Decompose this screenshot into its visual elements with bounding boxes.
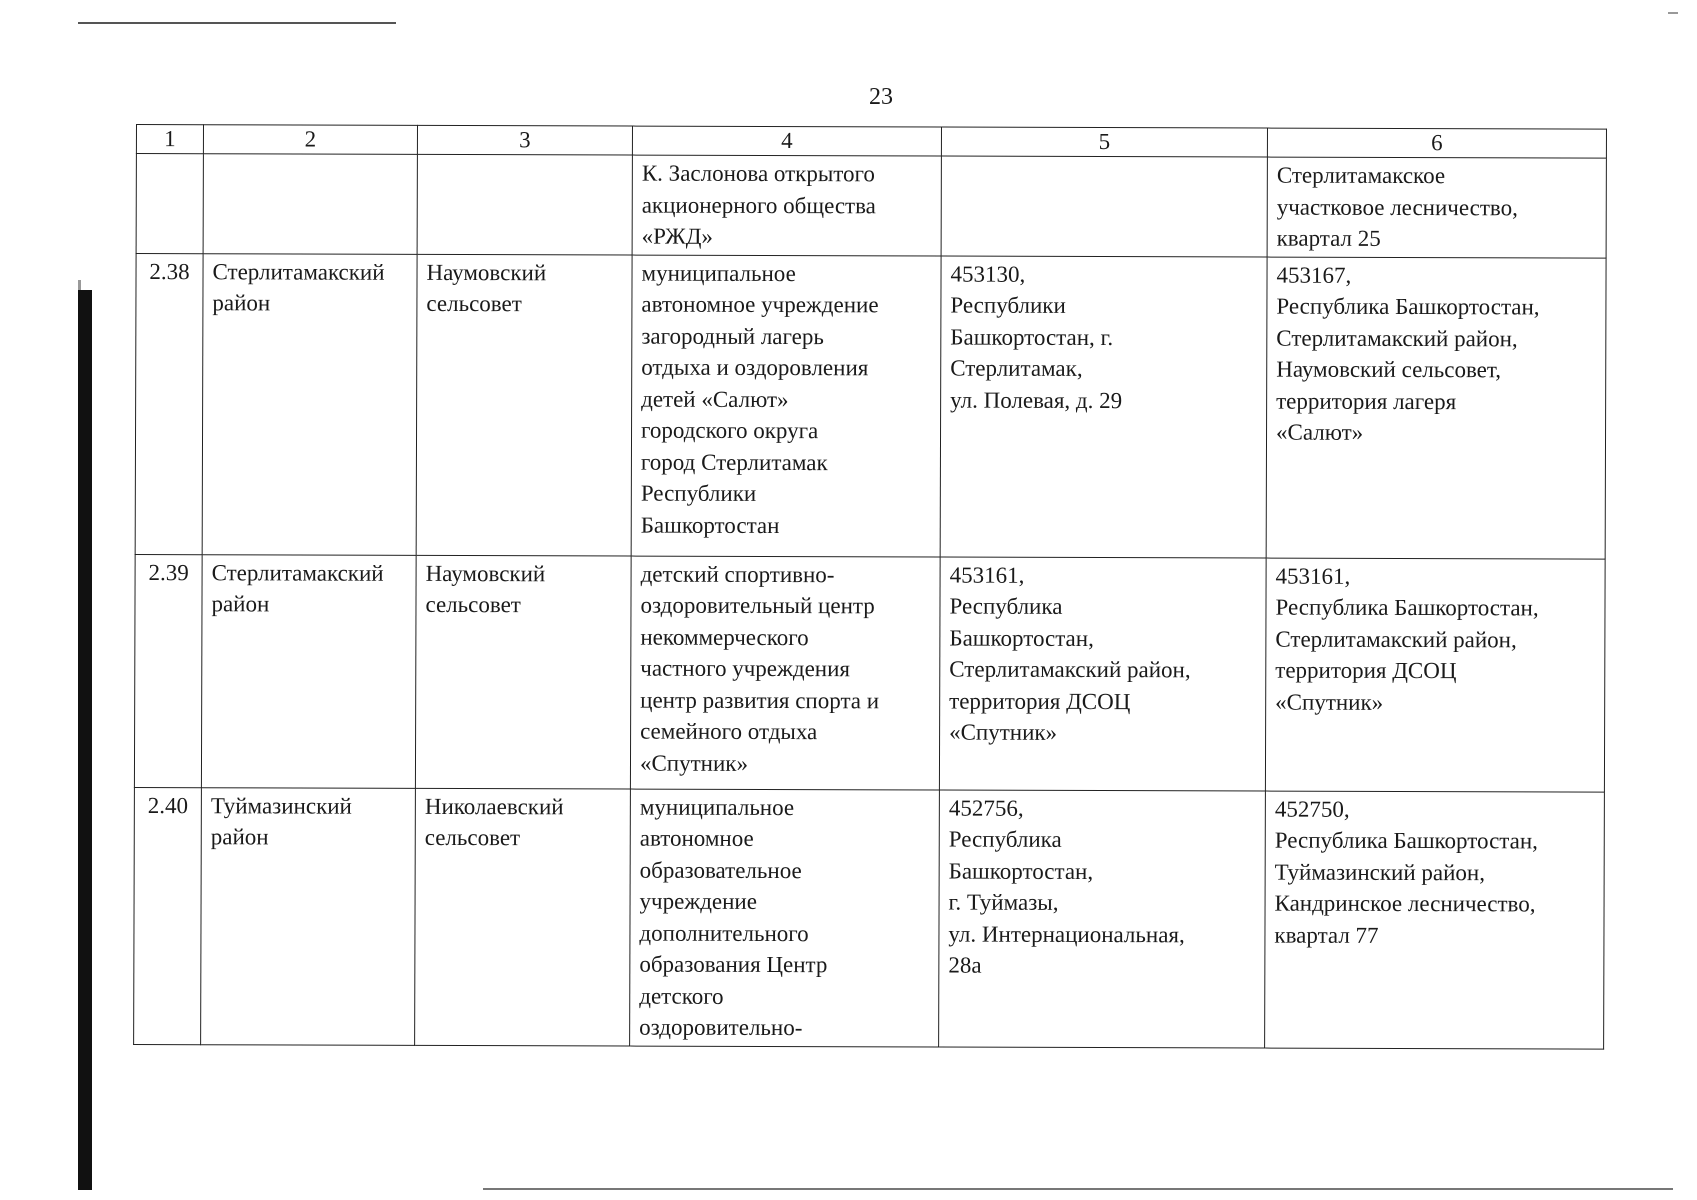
cell-text-line: «Спутник» xyxy=(949,719,1058,745)
cell-text-line: Республика Башкортостан, xyxy=(1276,293,1540,320)
cell-text-line: сельсовет xyxy=(424,824,521,851)
cell-number: 2.38 xyxy=(135,253,203,554)
cell-text-line: сельсовет xyxy=(426,290,522,317)
cell-text-line: Николаевский xyxy=(424,793,564,819)
cell-text-line: отдыха и оздоровления xyxy=(641,354,869,381)
cell-text-line: «Спутник» xyxy=(1275,689,1384,715)
cell-text-line: Туймазинский район, xyxy=(1274,859,1486,885)
cell-council xyxy=(415,555,631,789)
cell-legal-address xyxy=(940,256,1267,558)
cell-text-line: Республика xyxy=(949,593,1063,619)
cell-text-line: Наумовский xyxy=(426,259,547,285)
cell-text-line: Стерлитамакский xyxy=(211,559,384,586)
cell-number: 2.40 xyxy=(134,787,202,1044)
cell-organization xyxy=(632,155,941,255)
cell-text-line: квартал 77 xyxy=(1274,922,1379,948)
cell-text-line: детский спортивно- xyxy=(640,561,835,587)
cell-text-line: Наумовский xyxy=(425,560,546,586)
cell-text-line: сельсовет xyxy=(425,591,521,618)
cell-legal-address xyxy=(939,790,1266,1048)
cell-text-line: Туймазинский xyxy=(210,792,352,819)
cell-text-line: Стерлитамакский xyxy=(212,258,385,285)
cell-text-line: К. Заслонова открытого xyxy=(641,160,875,187)
header-col-4: 4 xyxy=(632,126,941,156)
header-col-1: 1 xyxy=(136,125,203,154)
table-row xyxy=(134,554,1605,792)
cell-text-line: детей «Салют» xyxy=(641,386,789,412)
cell-district xyxy=(201,787,416,1045)
cell-text-line: Башкортостан, г. xyxy=(950,324,1114,350)
cell-text-line: Стерлитамакский район, xyxy=(949,656,1191,683)
cell-text-line: 453161, xyxy=(1275,563,1351,589)
cell-text-line: 453130, xyxy=(950,261,1026,287)
cell-district xyxy=(201,554,416,788)
cell-text-line: муниципальное xyxy=(641,260,796,286)
cell-text-line: семейного отдыха xyxy=(640,718,818,745)
cell-organization xyxy=(631,255,941,557)
cell-text-line: участковое лесничество, xyxy=(1276,194,1518,220)
cell-text-line: г. Туймазы, xyxy=(948,889,1059,915)
cell-text-line: Республики xyxy=(950,292,1066,318)
cell-text-line: Стерлитамакское xyxy=(1276,162,1446,189)
header-col-2: 2 xyxy=(203,125,417,155)
cell-number xyxy=(136,154,203,254)
table-row xyxy=(136,154,1606,258)
scan-artifact-left-edge xyxy=(78,290,92,1190)
cell-text-line: территория ДСОЦ xyxy=(1275,657,1457,684)
cell-text-line: район xyxy=(210,824,269,850)
cell-council xyxy=(417,154,632,254)
cell-organization xyxy=(630,556,940,790)
header-col-5: 5 xyxy=(941,127,1267,157)
cell-location xyxy=(1265,558,1605,792)
cell-text-line: 28а xyxy=(948,952,982,978)
cell-text-line: Наумовский сельсовет, xyxy=(1276,356,1502,383)
cell-text-line: автономное xyxy=(639,825,754,851)
cell-text-line: 453161, xyxy=(949,562,1025,588)
cell-text-line: Башкортостан xyxy=(640,512,780,538)
cell-text-line: акционерного общества xyxy=(641,192,876,218)
cell-text-line: территория лагеря xyxy=(1276,388,1457,414)
cell-legal-address xyxy=(939,557,1266,791)
cell-location xyxy=(1265,791,1605,1049)
cell-council xyxy=(415,788,631,1046)
cell-text-line: учреждение xyxy=(639,888,758,914)
header-row xyxy=(136,125,1606,159)
cell-text-line: 453167, xyxy=(1276,262,1352,288)
cell-text-line: Республики xyxy=(640,480,757,506)
cell-text-line: Республика xyxy=(948,826,1062,852)
cell-text-line: оздоровительно- xyxy=(639,1014,803,1041)
cell-district xyxy=(203,154,417,254)
cell-text-line: территория ДСОЦ xyxy=(949,688,1131,714)
cell-text-line: Башкортостан, xyxy=(949,625,1094,651)
cell-legal-address xyxy=(941,156,1267,257)
cell-text-line: некоммерческого xyxy=(640,624,809,650)
scan-artifact-bottom-line xyxy=(483,1188,1673,1190)
cell-text-line: Кандринское лесничество, xyxy=(1274,890,1536,917)
cell-text-line: район xyxy=(212,290,271,316)
table-row xyxy=(135,253,1606,559)
scan-artifact-top-line xyxy=(78,22,396,24)
cell-text-line: Республика Башкортостан, xyxy=(1275,594,1539,621)
page-number: 23 xyxy=(869,84,893,110)
cell-text-line: частного учреждения xyxy=(640,655,851,682)
cell-text-line: образования Центр xyxy=(639,951,828,978)
header-col-6: 6 xyxy=(1267,128,1606,158)
cell-text-line: муниципальное xyxy=(639,794,795,820)
cell-text-line: город Стерлитамак xyxy=(640,449,828,475)
header-col-3: 3 xyxy=(417,125,632,155)
cell-text-line: дополнительного xyxy=(639,920,809,946)
cell-text-line: центр развития спорта и xyxy=(640,687,880,713)
cell-text-line: квартал 25 xyxy=(1276,225,1381,251)
cell-text-line: загородный лагерь xyxy=(641,323,824,349)
cell-text-line: район xyxy=(211,591,270,617)
cell-council xyxy=(416,254,632,556)
cell-text-line: городского округа xyxy=(641,417,819,444)
cell-location xyxy=(1266,257,1606,559)
cell-text-line: 452756, xyxy=(948,795,1024,821)
cell-organization xyxy=(630,789,940,1047)
register-table xyxy=(133,124,1607,1049)
cell-text-line: «РЖД» xyxy=(641,223,713,249)
cell-text-line: Стерлитамакский район, xyxy=(1276,325,1518,351)
cell-text-line: детского xyxy=(639,983,724,1009)
cell-text-line: оздоровительный центр xyxy=(640,592,875,619)
cell-text-line: «Салют» xyxy=(1275,419,1364,445)
cell-district xyxy=(202,253,417,555)
table-body xyxy=(134,154,1607,1049)
cell-text-line: «Спутник» xyxy=(639,750,749,776)
cell-number: 2.39 xyxy=(134,554,202,787)
table-row xyxy=(134,787,1605,1049)
cell-location xyxy=(1267,157,1606,258)
cell-text-line: Республика Башкортостан, xyxy=(1274,827,1538,854)
cell-text-line: образовательное xyxy=(639,857,802,883)
scan-artifact-right-mark xyxy=(1668,12,1678,14)
cell-text-line: 452750, xyxy=(1274,796,1350,822)
cell-text-line: Стерлитамакский район, xyxy=(1275,626,1517,652)
cell-text-line: ул. Интернациональная, xyxy=(948,921,1185,947)
cell-text-line: Стерлитамак, xyxy=(950,355,1083,381)
cell-text-line: Башкортостан, xyxy=(948,858,1094,884)
cell-text-line: ул. Полевая, д. 29 xyxy=(950,387,1123,413)
cell-text-line: автономное учреждение xyxy=(641,291,879,318)
